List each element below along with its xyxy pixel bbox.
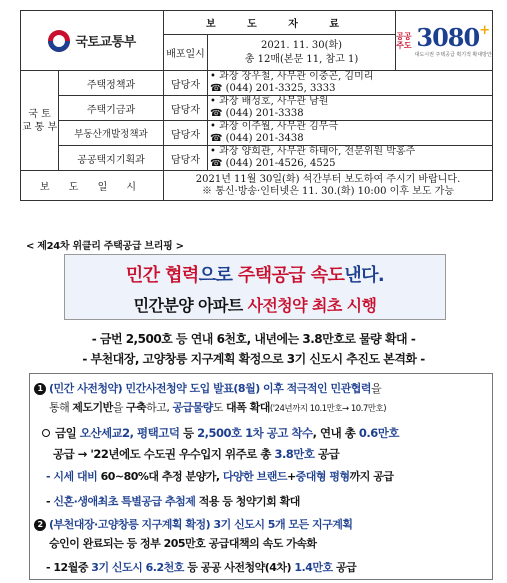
department-contact: • 과장 장우철, 사무관 이중곤, 김미리 ☎ (044) 201-3325, 3333 <box>208 71 493 96</box>
number-2-icon: 2 <box>34 519 46 531</box>
department-contact: • 과장 이주월, 사무관 김무극 ☎ (044) 201-3438 <box>208 121 493 146</box>
subheadline: - 부천대장, 고양창릉 지구계획 확정으로 3기 신도시 추진도 본격화 - <box>82 352 425 366</box>
department-name: 부동산개발정책과 <box>59 121 164 146</box>
responsible-label: 담당자 <box>164 71 208 96</box>
headline-main: 민간 협력으로 주택공급 속도낸다. <box>125 265 385 286</box>
distribution-date: 2021. 11. 30(화) <box>260 39 343 51</box>
summary-box <box>29 373 493 580</box>
page-count: 총 12매(본문 11, 참고 1) <box>244 53 359 65</box>
bullet-line-2: 공급 → '22년에도 수도권 우수입지 위주로 총 3.8만호 공급 <box>53 447 340 461</box>
department-contact: • 과장 양희관, 사무관 하태아, 전문위원 박홍주 ☎ (044) 201-4526, 4525 <box>208 146 493 171</box>
department-contact: • 과장 배성호, 사무관 남원 ☎ (044) 201-3338 <box>208 96 493 121</box>
report-time-main: 2021년 11월 30일(화) 석간부터 보도하여 주시기 바랍니다. <box>195 173 461 185</box>
department-name: 주택기금과 <box>59 96 164 121</box>
point-2-line-2: 승인이 완료되는 등 정부 205만호 공급대책의 속도 가속화 <box>49 537 317 550</box>
campaign-logo <box>396 23 492 58</box>
campaign-subtitle: 대도시권 주택공급 획기적 확대방안 <box>414 52 492 58</box>
responsible-label: 담당자 <box>164 96 208 121</box>
report-time-label: 보 도 일 시 <box>21 171 164 201</box>
department-name: 주택정책과 <box>59 71 164 96</box>
number-1-icon: 1 <box>34 383 46 395</box>
dash-line-2: - 신혼·생애최초 특별공급 추첨제 적용 등 청약기회 확대 <box>46 495 300 508</box>
press-release-header-table <box>20 10 493 201</box>
ministry-logo-cell <box>21 11 164 71</box>
report-time-note: ※ 통신·방송·인터넷은 11. 30.(화) 10:00 이후 보도 가능 <box>202 185 454 197</box>
ministry-name: 국토교통부 <box>75 35 136 50</box>
point-1-line-1: 1 (민간 사전청약) 민간사전청약 도입 발표(8월) 이후 적극적인 민관협력을 <box>34 380 381 396</box>
responsible-label: 담당자 <box>164 121 208 146</box>
headline-sub: 민간분양 아파트 사전청약 최초 시행 <box>133 296 377 315</box>
circle-bullet-icon <box>42 429 50 437</box>
headline-box <box>64 254 446 320</box>
campaign-badge: 공공 주도 <box>396 31 412 50</box>
campaign-plus: + <box>479 23 491 38</box>
briefing-caption: < 제24차 위클리 주택공급 브리핑 > <box>26 241 184 252</box>
dash-line-3: - 12월중 3기 신도시 6.2천호 등 공공 사전청약(4차) 1.4만호 공급 <box>46 561 357 574</box>
bullet-line-1: 금일 오산세교2, 평택고덕 등 2,500호 1차 공고 착수, 연내 총 0.6만호 <box>42 425 399 441</box>
distribution-date-cell <box>208 35 396 71</box>
point-1-line-2: 통해 제도기반을 구축하고, 공급물량도 대폭 확대('24년까지 10.1만호→ 10.7만호) <box>49 401 387 414</box>
press-release-title: 보 도 자 료 <box>164 11 396 35</box>
taegeuk-emblem-icon <box>48 30 70 52</box>
responsible-label: 담당자 <box>164 146 208 171</box>
distribution-label: 배포일시 <box>164 35 208 71</box>
dash-line-1: - 시세 대비 60~80%대 추정 분양가, 다양한 브랜드+중대형 평형까지 공급 <box>46 470 394 483</box>
agency-side-label: 국 토 교 통 부 <box>21 71 59 171</box>
subheadline: - 금번 2,500호 등 연내 6천호, 내년에는 3.8만호로 물량 확대 - <box>91 332 416 346</box>
ministry-logo <box>21 30 163 52</box>
campaign-number: 3080 <box>416 23 480 52</box>
point-2-line-1: 2 (부천대장·고양창릉 지구계획 확정) 3기 신도시 5개 모든 지구계획 <box>34 516 353 532</box>
department-name: 공공택지기획과 <box>59 146 164 171</box>
report-time-cell <box>164 171 493 201</box>
campaign-logo-cell <box>396 11 493 71</box>
